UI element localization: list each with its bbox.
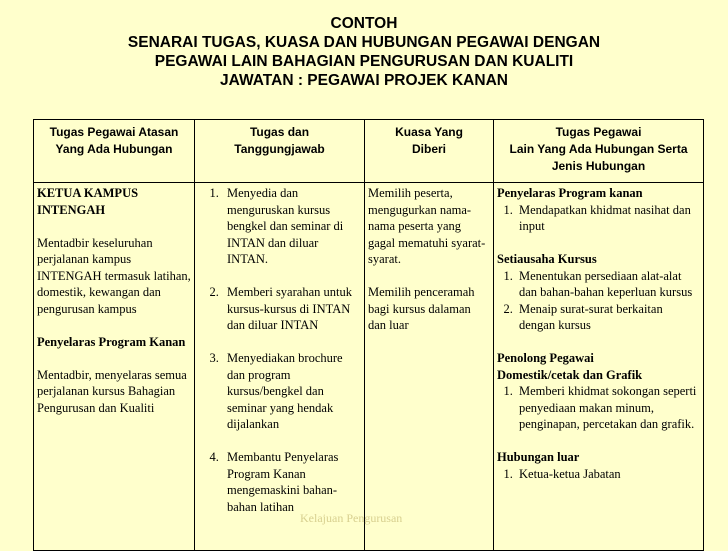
role-ketua-kampus-desc: Mentadbir keseluruhan perjalanan kampus INTENGAH termasuk latihan, domestik, kewangan dan pengurusan kampus: [37, 235, 191, 316]
list-item: 1. Menyedia dan menguruskan kursus bengkel dan seminar di INTAN dan diluar INTAN.: [222, 185, 361, 268]
document-title: [0, 14, 728, 90]
authority-paragraph: Memilih peserta, mengugurkan nama-nama peserta yang gagal mematuhi syarat-syarat.: [368, 186, 486, 266]
title-line-4: JAWATAN : PEGAWAI PROJEK KANAN: [220, 72, 508, 89]
role-ketua-kampus: KETUA KAMPUS INTENGAH: [37, 186, 139, 217]
list-item: 2. Menaip surat-surat berkaitan dengan kursus: [516, 301, 700, 334]
cell-authority-given: [365, 183, 494, 551]
header-authority-given: Kuasa Yang Diberi: [365, 120, 494, 183]
section-title: Penyelaras Program kanan: [497, 186, 643, 200]
role-penyelaras-program-desc: Mentadbir, menyelaras semua perjalanan kursus Bahagian Pengurusan dan Kualiti: [37, 367, 187, 415]
footer-watermark: Kelajuan Pengurusan: [300, 511, 403, 525]
header-duties-responsibilities: Tugas dan Tanggungjawab: [195, 120, 365, 183]
relation-list: [497, 202, 700, 235]
title-line-1: CONTOH: [330, 15, 398, 32]
header-other-officers: Tugas Pegawai Lain Yang Ada Hubungan Serta Jenis Hubungan: [494, 120, 704, 183]
section-title: Setiausaha Kursus: [497, 252, 597, 266]
section-title: Hubungan luar: [497, 450, 580, 464]
list-item: 2. Memberi syarahan untuk kursus-kursus di INTAN dan diluar INTAN: [222, 284, 361, 334]
authority-paragraph: Memilih penceramah bagi kursus dalaman dan luar: [368, 285, 475, 332]
list-item: 1. Ketua-ketua Jabatan: [516, 466, 700, 483]
section-title: Domestik/cetak dan Grafik: [497, 367, 643, 382]
list-item: 1. Mendapatkan khidmat nasihat dan input: [516, 202, 700, 235]
section-title: Penolong Pegawai: [497, 351, 594, 365]
table-body-row: [34, 183, 704, 551]
role-penyelaras-program: Penyelaras Program Kanan: [37, 334, 186, 349]
cell-duties-responsibilities: [195, 183, 365, 551]
title-line-3: PEGAWAI LAIN BAHAGIAN PENGURUSAN DAN KUALITI: [154, 53, 574, 70]
relation-list: [497, 466, 700, 483]
list-item: 3. Menyediakan brochure dan program kursus/bengkel dan seminar yang hendak dijalankan: [222, 350, 361, 433]
duties-table: [33, 119, 704, 551]
list-item: 1. Menentukan persediaan alat-alat dan bahan-bahan keperluan kursus: [516, 268, 700, 301]
list-item: 4. Membantu Penyelaras Program Kanan mengemaskini bahan-bahan latihan: [222, 449, 361, 515]
title-line-2: SENARAI TUGAS, KUASA DAN HUBUNGAN PEGAWAI DENGAN: [127, 34, 601, 51]
cell-superior-duties: [34, 183, 195, 551]
list-item: 1. Memberi khidmat sokongan seperti penyediaan makan minum, penginapan, percetakan dan grafik.: [516, 383, 700, 433]
duties-list: [198, 185, 361, 515]
relation-list: [497, 268, 700, 334]
cell-other-officers: [494, 183, 704, 551]
relation-list: [497, 383, 700, 433]
table-header-row: [34, 120, 704, 183]
header-superior-duties: Tugas Pegawai Atasan Yang Ada Hubungan: [34, 120, 195, 183]
